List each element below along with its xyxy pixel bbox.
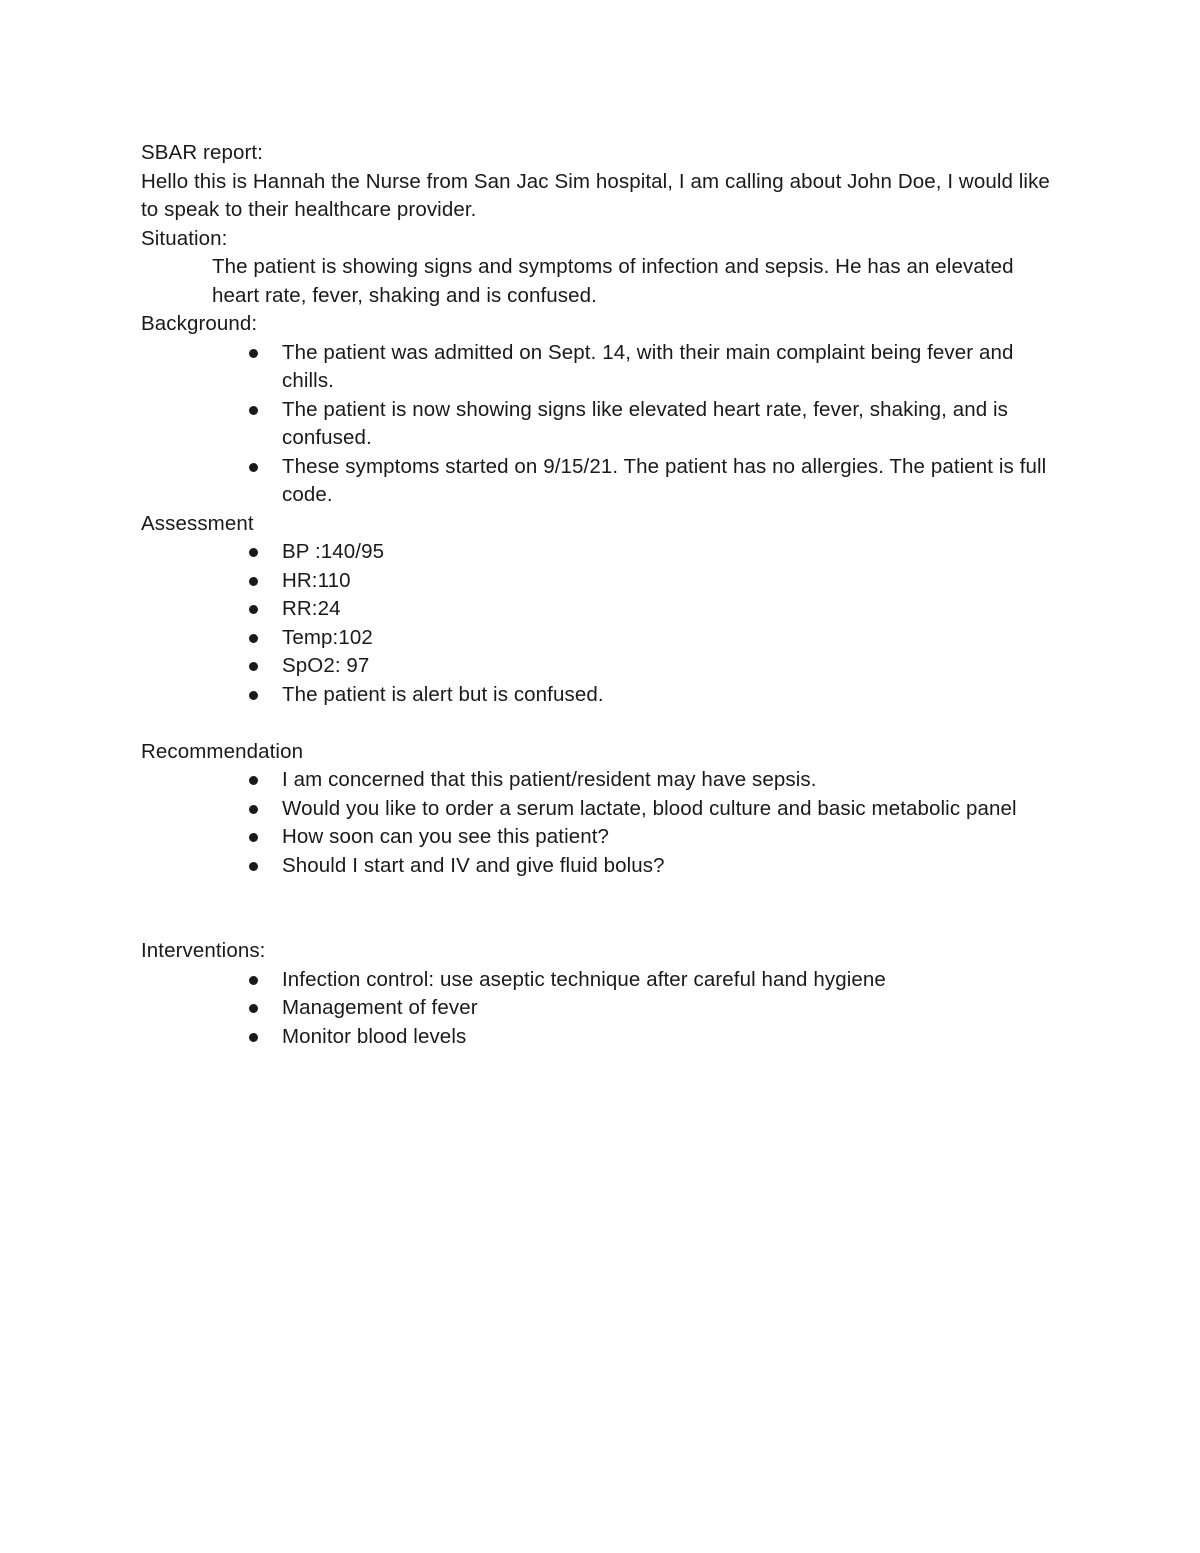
bullet-icon [249,349,258,358]
list-item [282,538,1052,567]
bullet-icon [249,862,258,871]
list-item-text: Temp:102 [282,625,373,649]
interventions-label: Interventions: [141,939,266,962]
list-item-text: The patient is now showing signs like elevated heart rate, fever, shaking, and is confused. [282,397,1009,449]
list-item-text: RR:24 [282,597,341,620]
list-item-text: Management of fever [282,996,478,1019]
list-item [282,766,1052,795]
list-item-text: Monitor blood levels [282,1024,467,1048]
list-item [282,795,1052,824]
list-item-text: Would you like to order a serum lactate, blood culture and basic metabolic panel [282,796,1017,820]
list-item-text: Should I start and IV and give fluid bolus? [282,853,665,877]
list-item [282,595,1052,624]
bullet-icon [249,976,258,985]
list-item-text: The patient was admitted on Sept. 14, with their main complaint being fever and chills. [282,340,1014,392]
list-item-text: These symptoms started on 9/15/21. The patient has no allergies. The patient is full code. [282,454,1047,506]
interventions-list [141,966,1061,1052]
list-item-text: How soon can you see this patient? [282,825,610,848]
spacer [141,709,1061,738]
bullet-icon [249,605,258,614]
report-heading: SBAR report: [141,141,263,164]
background-label: Background: [141,312,258,335]
list-item [282,681,1052,710]
bullet-icon [249,548,258,557]
bullet-icon [249,1004,258,1013]
recommendation-list [141,766,1061,880]
spacer [141,880,1061,937]
list-item-text: Infection control: use aseptic technique after careful hand hygiene [282,967,886,991]
list-item [282,823,1052,852]
bullet-icon [249,577,258,586]
situation-label: Situation: [141,226,228,250]
bullet-icon [249,776,258,785]
assessment-list [141,538,1061,709]
list-item [282,567,1052,596]
document-body [141,139,1061,1051]
bullet-icon [249,805,258,814]
list-item-text: SpO2: 97 [282,654,370,677]
list-item-text: BP :140/95 [282,540,385,563]
list-item [282,966,1052,995]
bullet-icon [249,1033,258,1042]
list-item-text: The patient is alert but is confused. [282,682,604,706]
recommendation-label: Recommendation [141,739,304,763]
situation-text: The patient is showing signs and symptoms of infection and sepsis. He has an elevated heart rate, fever, shaking and is confused. [212,255,1014,307]
assessment-label: Assessment [141,511,254,535]
bullet-icon [249,634,258,643]
list-item [282,453,1052,510]
list-item [282,994,1052,1023]
bullet-icon [249,463,258,472]
list-item [282,1023,1052,1052]
bullet-icon [249,833,258,842]
bullet-icon [249,406,258,415]
bullet-icon [249,662,258,671]
list-item [282,396,1052,453]
intro-paragraph: Hello this is Hannah the Nurse from San Jac Sim hospital, I am calling about John Doe, I would like to speak to their healthcare provider. [141,169,1050,221]
background-list [141,339,1061,510]
list-item [282,652,1052,681]
bullet-icon [249,691,258,700]
list-item-text: HR:110 [282,568,351,592]
list-item [282,339,1052,396]
list-item-text: I am concerned that this patient/resident may have sepsis. [282,768,817,791]
list-item [282,624,1052,653]
list-item [282,852,1052,881]
